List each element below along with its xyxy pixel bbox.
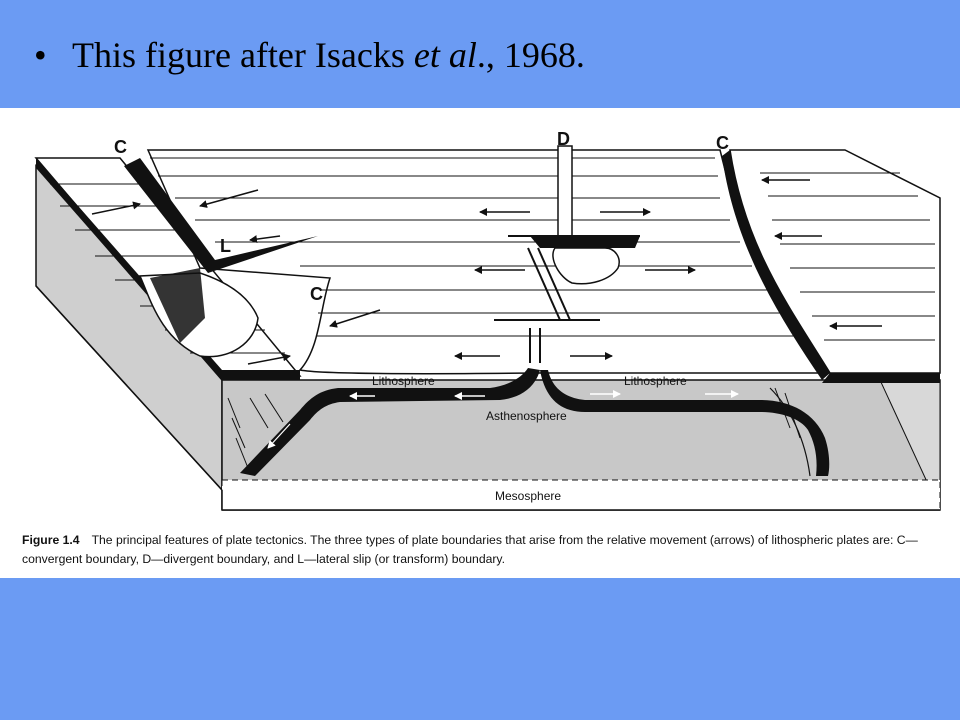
label-c-middle: C (310, 284, 323, 304)
title-suffix: ., 1968. (476, 35, 585, 75)
label-asthenosphere: Asthenosphere (486, 409, 567, 423)
caption-text: The principal features of plate tectonics. The three types of plate boundaries that arise from the relative movement (arrows) of lithospheric plates are: C—convergent boundary, D—divergent boundary, and L—lateral slip (or transform) boundary. (22, 533, 918, 566)
title-italic: et al (413, 35, 477, 75)
label-lithosphere-right: Lithosphere (624, 374, 687, 388)
caption-label: Figure 1.4 (22, 533, 80, 547)
label-d: D (557, 129, 570, 149)
figure-box (0, 108, 960, 578)
label-c-right: C (716, 133, 729, 153)
label-l: L (220, 236, 231, 256)
plate-tectonics-diagram (0, 108, 960, 528)
title-prefix: This figure after Isacks (72, 35, 414, 75)
figure-caption (22, 531, 952, 569)
label-mesosphere: Mesosphere (495, 489, 562, 503)
label-c-left: C (114, 137, 127, 157)
title-bar (0, 0, 960, 108)
slide-title (34, 34, 585, 76)
label-lithosphere-left: Lithosphere (372, 374, 435, 388)
bullet-char: • (34, 35, 47, 75)
